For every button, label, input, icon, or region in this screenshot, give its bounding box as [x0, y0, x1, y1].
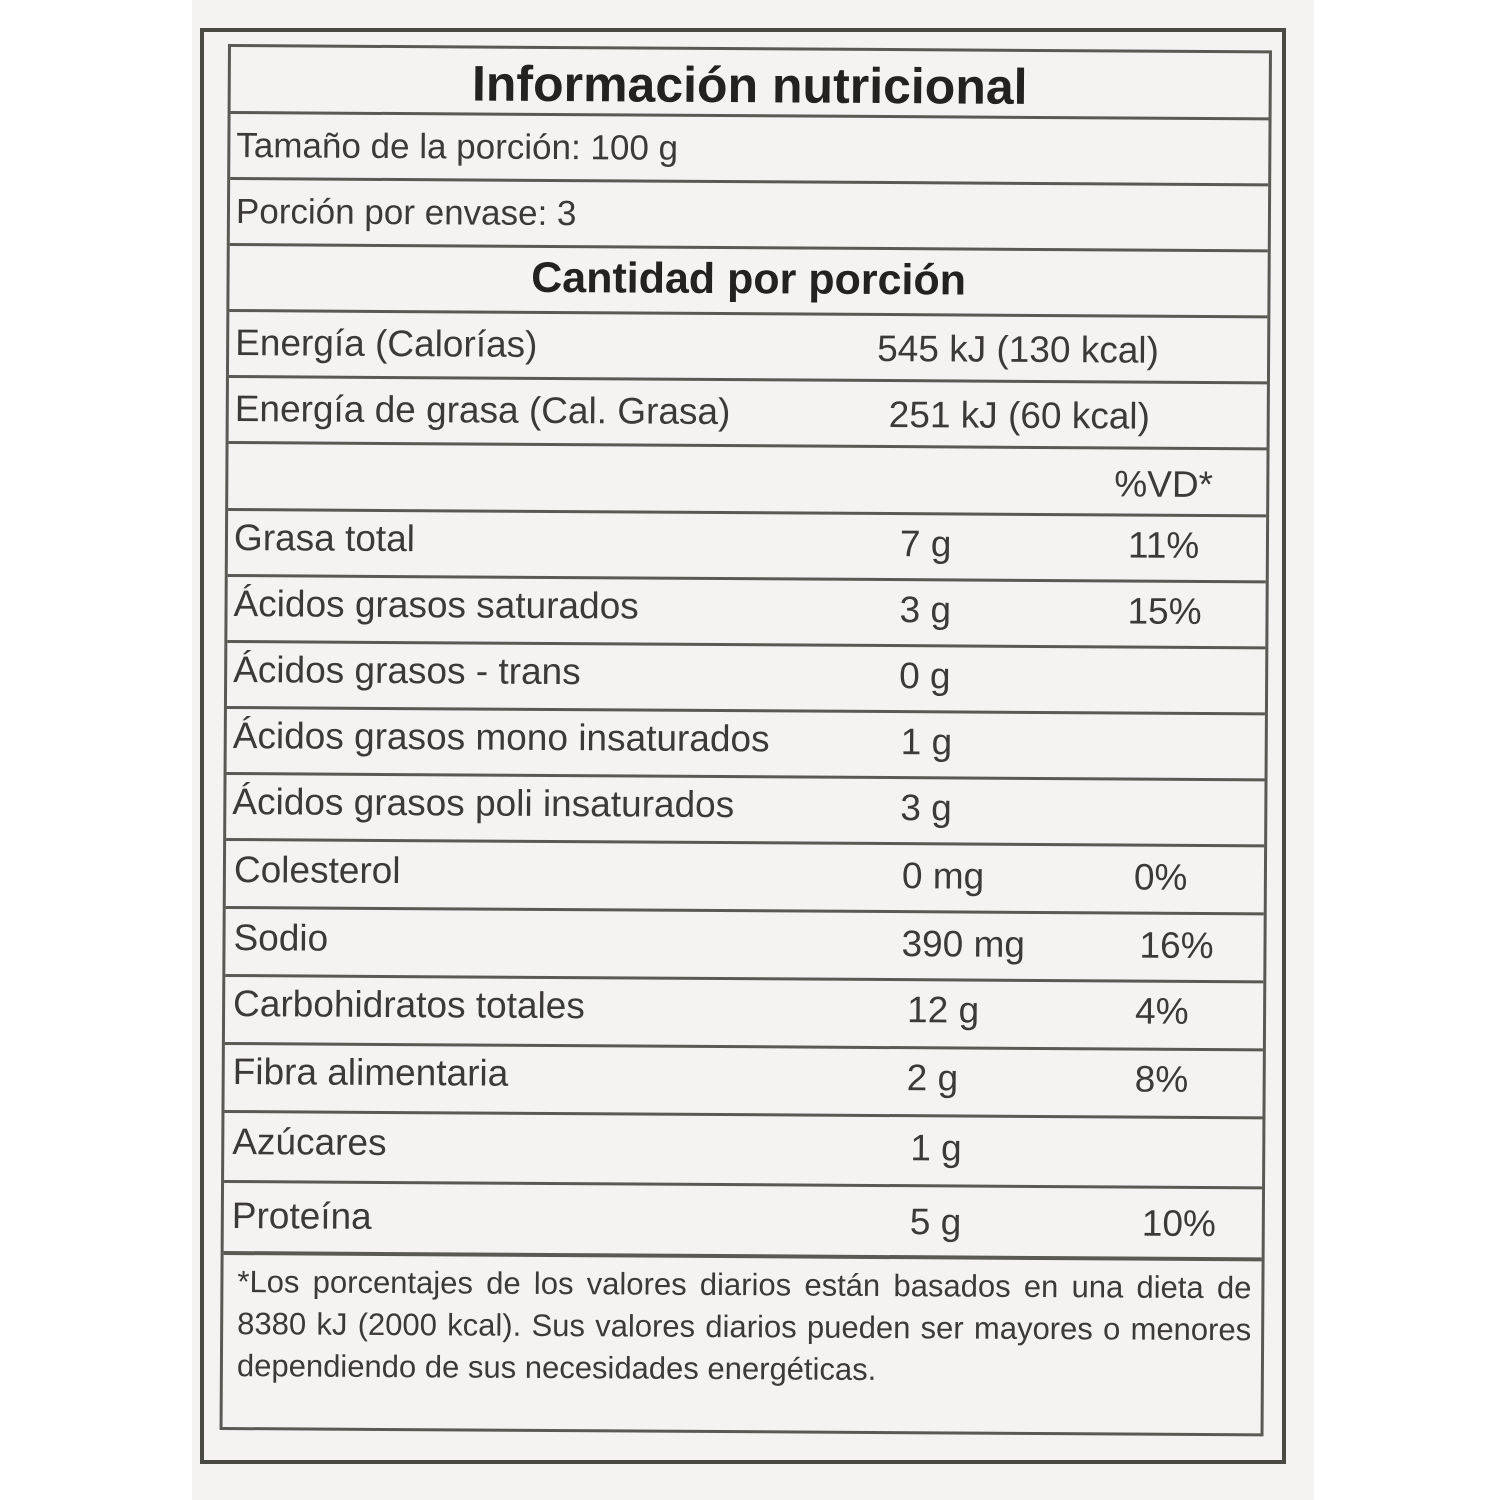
fat-energy-label: Energía de grasa (Cal. Grasa) [234, 388, 731, 433]
nutrient-name: Grasa total [233, 517, 416, 560]
nutrient-amount: 5 g [909, 1201, 962, 1243]
nutrient-amount: 390 mg [901, 923, 1026, 965]
nutrient-name: Ácidos grasos mono insaturados [232, 715, 770, 760]
fat-energy-value: 251 kJ (60 kcal) [888, 394, 1151, 437]
footnote: *Los porcentajes de los valores diarios están basados en una dieta de 8380 kJ (2000 kcal). Sus valores diarios pueden ser mayores o menores dependiendo de sus necesidades energéticas. [236, 1264, 1252, 1387]
serving-size-row [230, 114, 1268, 186]
nutrient-row [224, 1045, 1262, 1119]
title-row [231, 47, 1269, 120]
nutrient-amount: 3 g [900, 787, 952, 829]
energy-value: 545 kJ (130 kcal) [877, 327, 1160, 371]
nutrient-row [227, 709, 1265, 781]
nutrient-name: Ácidos grasos - trans [233, 649, 581, 693]
nutrient-amount: 1 g [900, 721, 953, 763]
fat-energy-row [229, 378, 1267, 450]
dv-header: %VD* [1114, 463, 1214, 506]
nutrient-row [227, 643, 1265, 715]
nutrient-dv: 11% [1127, 524, 1200, 566]
nutrient-name: Proteína [231, 1195, 372, 1237]
servings-per-container-row [230, 180, 1268, 252]
nutrient-row [226, 775, 1264, 847]
nutrient-amount: 1 g [910, 1127, 962, 1169]
nutrient-dv: 10% [1141, 1202, 1217, 1245]
energy-row [229, 312, 1267, 384]
nutrient-row [224, 1113, 1262, 1189]
nutrient-dv: 16% [1139, 924, 1214, 967]
nutrient-amount: 12 g [906, 989, 980, 1031]
nutrient-name: Fibra alimentaria [232, 1051, 509, 1094]
amount-per-serving-row [229, 246, 1267, 318]
table-title: Información nutricional [471, 55, 1028, 115]
nutrient-row [228, 511, 1266, 583]
nutrient-amount: 0 mg [901, 855, 985, 897]
energy-label: Energía (Calorías) [235, 322, 538, 365]
nutrition-facts-table [220, 44, 1272, 1436]
nutrient-name: Colesterol [233, 849, 401, 892]
nutrient-amount: 2 g [906, 1057, 959, 1099]
nutrient-dv: 8% [1134, 1058, 1189, 1100]
nutrient-row [227, 577, 1265, 649]
nutrient-dv: 0% [1133, 856, 1188, 898]
nutrient-amount: 0 g [899, 655, 951, 697]
nutrient-name: Azúcares [232, 1121, 387, 1163]
nutrient-name: Carbohidratos totales [233, 983, 585, 1027]
nutrient-dv: 15% [1127, 590, 1202, 632]
nutrient-row [226, 841, 1264, 915]
nutrient-amount: 3 g [899, 589, 952, 631]
nutrient-name: Ácidos grasos poli insaturados [232, 781, 735, 826]
nutrient-row [225, 909, 1263, 983]
nutrient-row [225, 977, 1263, 1051]
nutrient-amount: 7 g [899, 523, 952, 565]
serving-size-text: Tamaño de la porción: 100 g [236, 126, 679, 168]
nutrient-name: Ácidos grasos saturados [233, 583, 639, 627]
servings-per-container-text: Porción por envase: 3 [235, 192, 577, 234]
nutrient-row [224, 1183, 1262, 1261]
nutrient-name: Sodio [233, 917, 329, 959]
amount-per-serving-heading: Cantidad por porción [531, 253, 967, 305]
nutrient-dv: 4% [1134, 990, 1189, 1032]
dv-header-row [228, 444, 1266, 517]
